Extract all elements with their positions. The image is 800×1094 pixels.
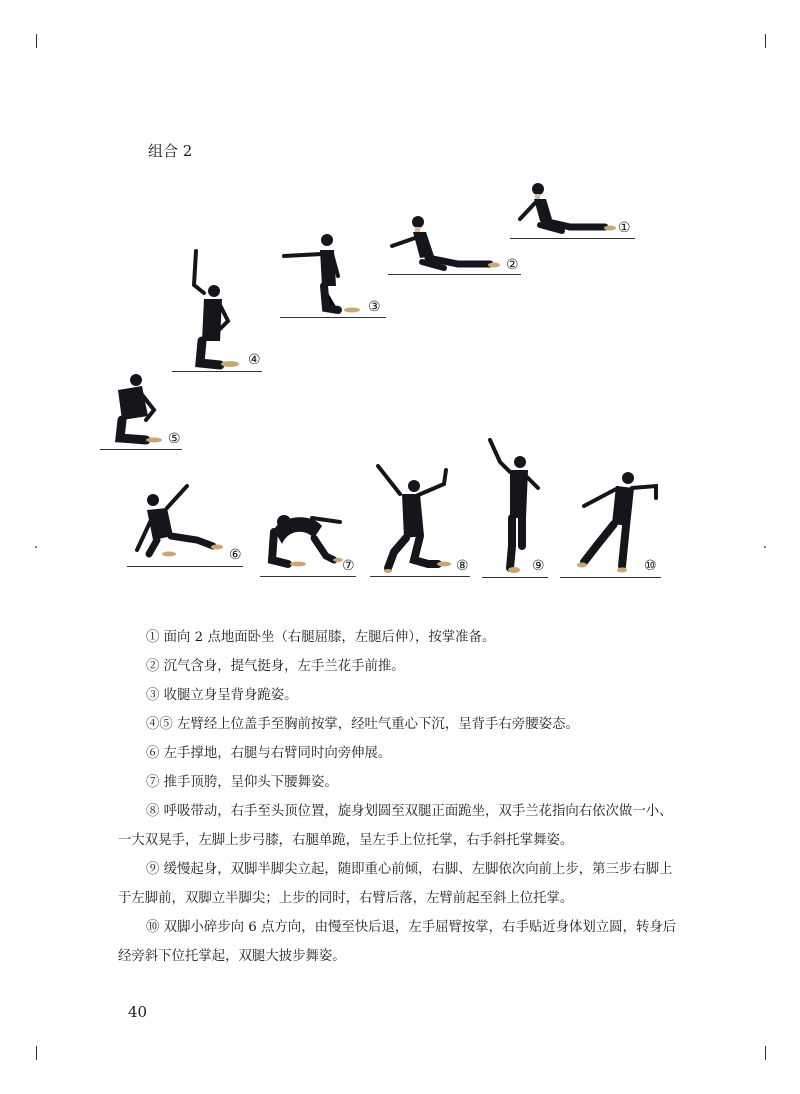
figure-number: ⑤ [168, 431, 181, 447]
step-text: ⑧ 呼吸带动，右手至头顶位置，旋身划圆至双腿正面跪坐，双手兰花指向右依次做一小、一大双晃手，左脚上步弓膝，右腿单跪，呈左手上位托掌，右手斜托掌舞姿。 [118, 804, 673, 848]
step-text: ① 面向 2 点地面卧坐（右腿屈膝，左腿后伸），按掌准备。 [146, 630, 496, 645]
figure-number: ⑩ [644, 558, 657, 574]
crop-mark-top-right [765, 34, 766, 48]
crop-mark-bottom-left [36, 1046, 37, 1060]
floor-line [260, 576, 356, 577]
dance-figure-3 [280, 228, 390, 320]
step-text: ⑥ 左手撑地，右腿与右臂同时向旁伸展。 [146, 746, 392, 761]
step-text: ⑩ 双脚小碎步向 6 点方向，由慢至快后退，左手屈臂按掌，右手贴近身体划立圆，转身后经旁斜下位托掌起，双腿大披步舞姿。 [118, 920, 677, 964]
dance-figure-4 [172, 245, 267, 375]
step-text: ④⑤ 左臂经上位盖手至胸前按掌，经吐气重心下沉，呈背手右旁腰姿态。 [146, 717, 579, 732]
floor-line [560, 577, 661, 578]
registration-dot-left [35, 546, 37, 548]
step-text: ⑦ 推手顶胯，呈仰头下腰舞姿。 [146, 775, 338, 790]
dance-figure-9 [482, 436, 552, 580]
figure-number: ② [506, 257, 519, 273]
floor-line [482, 577, 548, 578]
registration-dot-right [764, 546, 766, 548]
floor-line [388, 274, 521, 275]
figure-number: ④ [248, 352, 261, 368]
dance-figure-2 [388, 208, 528, 278]
floor-line [127, 566, 243, 567]
step-text: ③ 收腿立身呈背身跪姿。 [146, 688, 298, 703]
dance-figure-5 [100, 370, 190, 452]
page-number: 40 [128, 1003, 148, 1021]
figure-number: ⑥ [229, 547, 242, 563]
floor-line [510, 238, 635, 239]
dance-figure-8 [370, 460, 475, 580]
dance-figure-7 [260, 508, 360, 580]
step-text: ② 沉气含身，提气挺身，左手兰花手前推。 [146, 659, 405, 674]
dance-figure-6 [127, 480, 247, 570]
floor-line [370, 576, 470, 577]
figure-number: ③ [368, 299, 381, 315]
figure-number: ⑦ [342, 558, 355, 574]
dance-figure-1 [510, 175, 640, 245]
dance-figure-10 [560, 466, 665, 580]
section-title: 组合 2 [148, 142, 193, 160]
step-text: ⑨ 缓慢起身，双脚半脚尖立起，随即重心前倾，右脚、左脚依次向前上步，第三步右脚上于左脚前，双脚立半脚尖；上步的同时，右臂后落，左臂前起至斜上位托掌。 [118, 862, 673, 906]
figure-number: ⑨ [532, 558, 545, 574]
figure-number: ① [618, 220, 631, 236]
floor-line [100, 449, 182, 450]
step-descriptions [118, 623, 678, 971]
crop-mark-top-left [36, 34, 37, 48]
crop-mark-bottom-right [765, 1046, 766, 1060]
figure-number: ⑧ [456, 558, 469, 574]
floor-line [280, 317, 386, 318]
